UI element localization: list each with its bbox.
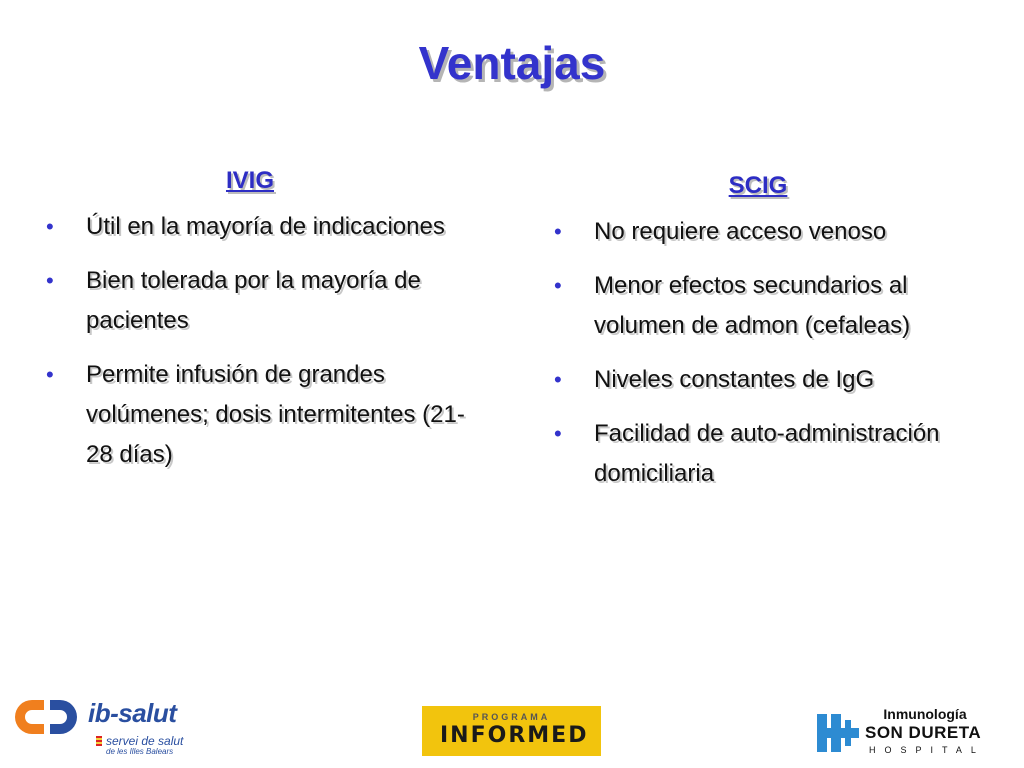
informed-logo bbox=[422, 706, 601, 756]
bullet-text: Niveles constantes de IgG bbox=[594, 366, 875, 393]
ivig-bullet bbox=[40, 355, 486, 475]
ivig-bullet bbox=[40, 261, 486, 341]
sondureta-hospital-label: HOSPITAL bbox=[869, 745, 985, 755]
bullet-text: Permite infusión de grandes volúmenes; dosis intermitentes (21-28 días) bbox=[86, 361, 465, 468]
scig-column bbox=[548, 172, 998, 508]
ivig-bullet-list bbox=[40, 207, 500, 475]
ibsalut-name: ib-salut bbox=[88, 698, 177, 728]
bullet-text: Facilidad de auto-administración domiciliaria bbox=[594, 420, 940, 487]
bullet-text: Menor efectos secundarios al volumen de admon (cefaleas) bbox=[594, 272, 911, 339]
informed-program-label: PROGRAMA bbox=[472, 712, 551, 722]
ivig-bullet bbox=[40, 207, 486, 247]
ibsalut-mark-icon bbox=[14, 694, 78, 740]
sondureta-name: SON DURETA bbox=[865, 723, 982, 742]
scig-bullet bbox=[548, 414, 984, 494]
ibsalut-subtitle: servei de salut bbox=[106, 734, 184, 748]
bullet-icon: • bbox=[554, 273, 562, 298]
balearic-flag-icon bbox=[96, 736, 102, 746]
bullet-icon: • bbox=[46, 214, 54, 239]
sondureta-logo bbox=[815, 702, 985, 760]
scig-heading: SCIG bbox=[728, 172, 788, 199]
ibsalut-region: de les Illes Balears bbox=[106, 747, 174, 756]
slide-title: Ventajas bbox=[418, 37, 606, 89]
bullet-icon: • bbox=[554, 219, 562, 244]
bullet-icon: • bbox=[554, 367, 562, 392]
informed-name: INFORMED bbox=[440, 723, 589, 748]
scig-bullet bbox=[548, 212, 984, 252]
sondureta-department: Inmunología bbox=[883, 706, 967, 722]
scig-bullet bbox=[548, 266, 984, 346]
bullet-text: No requiere acceso venoso bbox=[594, 218, 887, 245]
ivig-column bbox=[40, 167, 500, 489]
ivig-heading: IVIG bbox=[225, 167, 274, 194]
scig-bullet-list bbox=[548, 212, 998, 494]
bullet-text: Útil en la mayoría de indicaciones bbox=[86, 213, 445, 240]
hospital-cross-icon bbox=[815, 710, 861, 756]
bullet-icon: • bbox=[46, 268, 54, 293]
bullet-icon: • bbox=[46, 362, 54, 387]
scig-bullet bbox=[548, 360, 984, 400]
bullet-icon: • bbox=[554, 421, 562, 446]
ibsalut-logo bbox=[14, 690, 184, 760]
bullet-text: Bien tolerada por la mayoría de pacientes bbox=[86, 267, 421, 334]
